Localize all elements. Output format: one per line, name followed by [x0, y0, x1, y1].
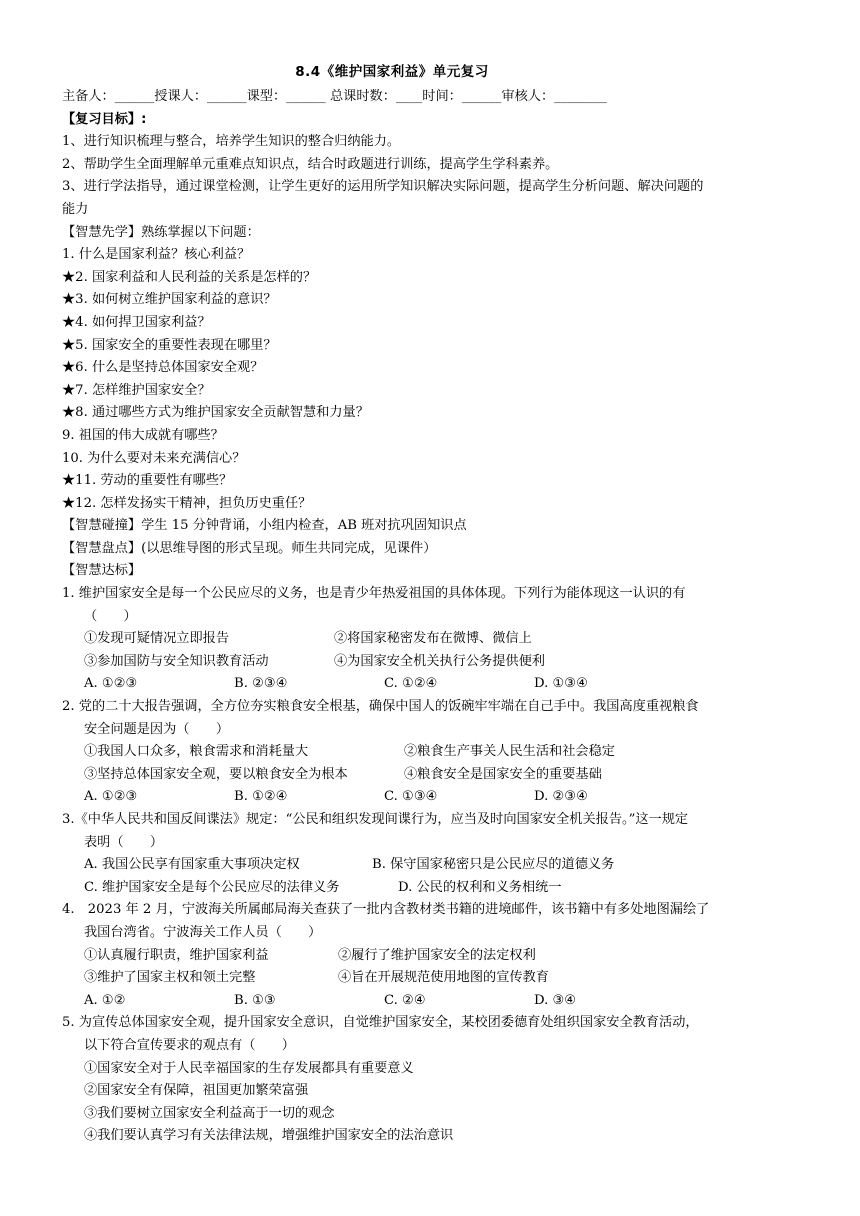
choice-b: B. 保守国家秘密只是公民应尽的道德义务	[372, 857, 615, 873]
statement: ②将国家秘密发布在微博、微信上	[334, 631, 532, 647]
statement-row	[62, 651, 802, 674]
question-1	[62, 583, 802, 696]
question-stem: 3.《中华人民共和国反间谍法》规定：“公民和组织发现间谍行为，应当及时向国家安全机关报告。”这一规定	[62, 812, 689, 827]
question-stem-cont: 以下符合宣传要求的观点有（ ）	[84, 1037, 295, 1053]
prestudy-item: ★8. 通过哪些方式为维护国家安全贡献智慧和力量？	[62, 405, 369, 421]
statement-row	[62, 741, 802, 764]
choice-a: A. ①②	[84, 992, 126, 1008]
question-3	[62, 809, 802, 899]
statement: ①发现可疑情况立即报告	[84, 631, 230, 647]
choice-d: D. ①③④	[534, 676, 588, 692]
statement: ①国家安全对于人民幸福国家的生存发展都具有重要意义	[84, 1060, 414, 1076]
statement-row	[62, 945, 802, 968]
choice-row	[62, 990, 802, 1013]
document-page	[62, 60, 802, 1148]
prestudy-item: 10. 为什么要对未来充满信心？	[62, 450, 246, 466]
goal-item: 3、进行学法指导，通过课堂检测，让学生更好的运用所学知识解决实际问题，提高学生分析问题、解决问题的	[62, 179, 704, 195]
statement: ②粮食生产事关人民生活和社会稳定	[404, 744, 615, 760]
target-heading: 【智慧达标】	[62, 563, 142, 579]
choice-d: D. 公民的权利和义务相统一	[398, 879, 562, 895]
prestudy-item: ★3. 如何树立维护国家利益的意识？	[62, 292, 277, 308]
choice-a: A. ①②③	[84, 789, 138, 805]
statement: ④我们要认真学习有关法律法规，增强维护国家安全的法治意识	[84, 1128, 454, 1144]
choice-a: A. 我国公民享有国家重大事项决定权	[84, 857, 300, 873]
prestudy-item: ★2. 国家利益和人民利益的关系是怎样的？	[62, 269, 317, 285]
choice-b: B. ②③④	[234, 676, 288, 692]
question-stem: 2. 党的二十大报告强调，全方位夯实粮食安全根基，确保中国人的饭碗牢牢端在自己手中。我国高度重视粮食	[62, 699, 699, 715]
statement: ③维护了国家主权和领土完整	[84, 970, 256, 986]
header-line: 主备人：______授课人：______课型：______ 总课时数：____时间：______审核人：________	[62, 89, 607, 104]
choice-c: C. ①②④	[384, 676, 438, 692]
question-stem-cont: （ ）	[84, 608, 137, 624]
prestudy-item: ★12. 怎样发扬实干精神，担负历史重任？	[62, 495, 312, 511]
collision-line: 【智慧碰撞】学生 15 分钟背诵，小组内检查，AB 班对抗巩固知识点	[62, 518, 467, 534]
question-stem: 4. 2023 年 2 月，宁波海关所属邮局海关查获了一批内含教材类书籍的进境邮件，该书籍中有多处地图漏绘了	[62, 902, 710, 918]
question-5	[62, 1012, 802, 1148]
choice-b: B. ①③	[234, 992, 276, 1008]
review-line: 【智慧盘点】(以思维导图的形式呈现。师生共同完成，见课件）	[62, 540, 437, 556]
statement: ③坚持总体国家安全观，要以粮食安全为根本	[84, 766, 348, 782]
statement: ④为国家安全机关执行公务提供便利	[334, 653, 545, 669]
choice-a: A. ①②③	[84, 676, 138, 692]
goals-heading: 【复习目标】:	[62, 111, 147, 127]
statement: ②履行了维护国家安全的法定权利	[338, 947, 536, 963]
statement: ③参加国防与安全知识教育活动	[84, 653, 269, 669]
prestudy-item: ★4. 如何捍卫国家利益？	[62, 314, 211, 330]
prestudy-item: ★11. 劳动的重要性有哪些？	[62, 473, 233, 489]
question-stem-cont: 表明（ ）	[84, 834, 164, 850]
question-stem: 5. 为宣传总体国家安全观，提升国家安全意识，自觉维护国家安全，某校团委德育处组织国家安全教育活动，	[62, 1015, 699, 1031]
choice-c: C. ①③④	[384, 789, 438, 805]
goal-item: 2、帮助学生全面理解单元重难点知识点，结合时政题进行训练，提高学生学科素养。	[62, 156, 559, 172]
statement: ②国家安全有保障，祖国更加繁荣富强	[84, 1083, 309, 1099]
statement-row	[62, 967, 802, 990]
choice-row	[62, 877, 802, 900]
choice-row	[62, 854, 802, 877]
statement: ④粮食安全是国家安全的重要基础	[404, 766, 602, 782]
question-stem: 1. 维护国家安全是每一个公民应尽的义务，也是青少年热爱祖国的具体体现。下列行为能体现这一认识的有	[62, 586, 686, 602]
choice-c: C. 维护国家安全是每个公民应尽的法律义务	[84, 879, 340, 895]
statement: ①认真履行职责，维护国家利益	[84, 947, 269, 963]
choice-c: C. ②④	[384, 992, 426, 1008]
question-stem-cont: 我国台湾省。宁波海关工作人员（ ）	[84, 924, 322, 940]
statement-row	[62, 628, 802, 651]
prestudy-item: 1. 什么是国家利益？核心利益？	[62, 247, 251, 263]
statement-row	[62, 764, 802, 787]
statement: ①我国人口众多，粮食需求和消耗量大	[84, 744, 309, 760]
question-4	[62, 899, 802, 1012]
prestudy-item: 9. 祖国的伟大成就有哪些？	[62, 427, 224, 443]
choice-row	[62, 673, 802, 696]
goal-item: 能力	[62, 201, 89, 217]
choice-d: D. ③④	[534, 992, 577, 1008]
prestudy-item: ★7. 怎样维护国家安全？	[62, 382, 211, 398]
question-stem-cont: 安全问题是因为（ ）	[84, 721, 230, 737]
goal-item: 1、进行知识梳理与整合，培养学生知识的整合归纳能力。	[62, 134, 401, 150]
prestudy-heading: 【智慧先学】熟练掌握以下问题：	[62, 224, 260, 240]
choice-row	[62, 786, 802, 809]
question-2	[62, 696, 802, 809]
choice-b: B. ①②④	[234, 789, 288, 805]
prestudy-item: ★5. 国家安全的重要性表现在哪里？	[62, 337, 277, 353]
choice-d: D. ②③④	[534, 789, 588, 805]
statement: ④旨在开展规范使用地图的宣传教育	[338, 970, 549, 986]
prestudy-item: ★6. 什么是坚持总体国家安全观？	[62, 360, 264, 376]
statement: ③我们要树立国家安全利益高于一切的观念	[84, 1105, 335, 1121]
document-title: 8.4《维护国家利益》单元复习	[295, 64, 489, 80]
